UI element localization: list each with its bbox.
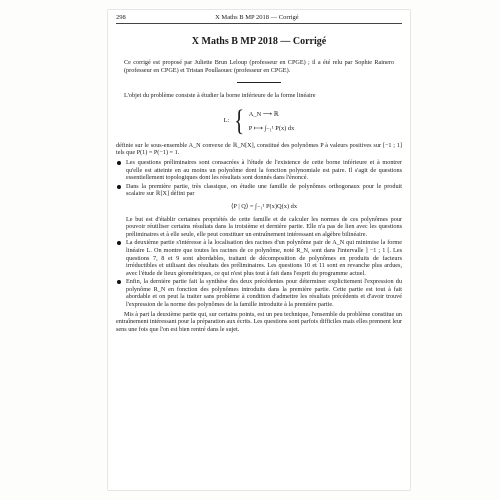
section-rule <box>237 82 281 83</box>
page-number: 298 <box>116 14 126 21</box>
formula-line-1: A_N ⟶ ℝ <box>248 110 279 118</box>
page-title: X Maths B MP 2018 — Corrigé <box>191 36 327 47</box>
running-header <box>116 14 402 24</box>
list-item-preliminaries: Les questions préliminaires sont consacrées à l'étude de l'existence de cette borne inférieure et à montrer qu'elle est atteinte en au moins un polynôme dont la fonction polynomiale est paire. Il s'agit de questions essentiellement topologiques dont les résultats sont donnés dans l'énoncé. <box>116 159 402 182</box>
formula-lhs: L: <box>223 117 230 125</box>
parts-list <box>116 159 402 309</box>
formula-mapping <box>249 110 295 132</box>
list-item-part-three: Enfin, la dernière partie fait la synthèse des deux précédentes pour déterminer explicitement l'expression du polynôme R_N en fonction des polynômes introduits dans la première partie. Cette partie est tout à fait abordable et on peut la traiter sans problème à condition d'admettre les résultats précédents et d'avoir trouvé l'expression de la norme des polynômes de la famille introduite à la première partie. <box>116 278 402 308</box>
intro-paragraph: L'objet du problème consiste à étudier la borne inférieure de la forme linéaire <box>124 92 316 100</box>
linear-form-formula <box>116 104 402 138</box>
document-page <box>108 10 410 490</box>
part-one-continuation: Le but est d'établir certaines propriétés de cette famille et de calculer les normes de ces polynômes pour pouvoir réutiliser certains résultats dans la troisième et dernière partie. Elle n'a pas de lien avec les questions préliminaires et à elle seule, elle peut constituer un entraînement intéressant en algèbre bilinéaire. <box>126 215 402 238</box>
definition-paragraph: définie sur le sous-ensemble A_N convexe de ℝ_N[X], constitué des polynômes P à valeurs positives sur [−1 ; 1] tels que P(1) = P(−1) = 1. <box>116 141 402 157</box>
scalar-product-formula: ⟨P | Q⟩ = ∫₋₁¹ P(x)Q(x) dx <box>230 202 298 210</box>
part-one-text: Dans la première partie, très classique, on étudie une famille de polynômes orthogonaux pour le produit scalaire sur ℝ[X] défini par <box>126 182 402 198</box>
closing-paragraph: Mis à part la deuxième partie qui, sur certains points, est un peu technique, l'ensemble du problème constitue un entraînement intéressant pour la préparation aux écrits. Les questions sont parfois difficiles mais elles prennent leur sens une fois que l'on est bien rentré dans le sujet. <box>116 310 402 333</box>
list-item-part-one <box>116 183 402 239</box>
running-title: X Maths B MP 2018 — Corrigé <box>215 14 299 21</box>
credits-paragraph: Ce corrigé est proposé par Juliette Brun Leloup (professeur en CPGE) ; il a été relu par Sophie Rainero (professeur en CPGE) et Tristan Poullaouec (professeur en CPGE). <box>124 59 394 74</box>
brace-icon: { <box>234 103 245 137</box>
formula-line-2: P ⟼ ∫₋₁¹ P(x) dx <box>248 124 295 132</box>
list-item-part-two: La deuxième partie s'intéresse à la localisation des racines d'un polynôme pair de A_N qui minimise la forme linéaire L. On montre que toutes les racines de ce polynôme, noté R_N, sont dans l'intervalle ] −1 ; 1 [. Les questions 7, 8 et 9 sont abordables, traitant de décomposition de polynômes en produits de facteurs irréductibles et utilisant des résultats des préliminaires. Les questions 10 et 11 sont en revanche plus ardues, avec l'étude de lieux géométriques, ce qui n'est plus tout à fait dans l'esprit du programme actuel. <box>116 239 402 277</box>
